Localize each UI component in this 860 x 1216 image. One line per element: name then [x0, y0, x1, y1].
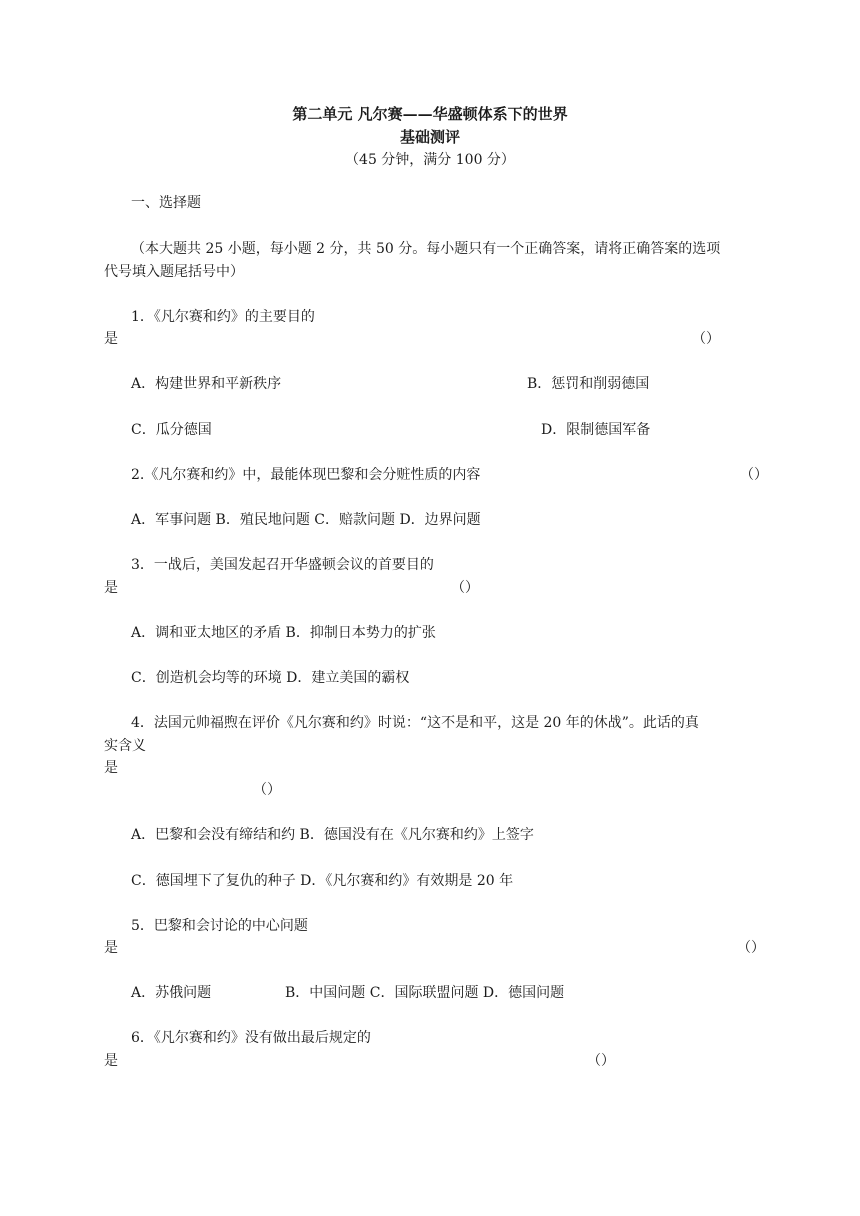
question-5-option-a: A．苏俄问题: [131, 985, 212, 1001]
question-6-stem: 6．《凡尔赛和约》没有做出最后规定的: [131, 1030, 371, 1046]
question-6-answer-bracket: （）: [587, 1053, 615, 1069]
question-3-options-1: A．调和亚太地区的矛盾 B．抑制日本势力的扩张: [131, 625, 436, 641]
document-title: 第二单元 凡尔赛——华盛顿体系下的世界: [292, 105, 568, 123]
question-3-options-2: C．创造机会均等的环境 D．建立美国的霸权: [131, 670, 410, 686]
document-subtitle: 基础测评: [399, 128, 460, 146]
question-5-answer-bracket: （）: [737, 940, 765, 956]
question-1-stem-end: 是: [104, 331, 118, 347]
instructions-line-1: （本大题共 25 小题，每小题 2 分，共 50 分。每小题只有一个正确答案，请将正确答案的选项: [131, 241, 721, 257]
question-5-stem-end: 是: [104, 940, 118, 956]
question-5-stem: 5．巴黎和会讨论的中心问题: [131, 918, 308, 934]
question-3-stem-end: 是: [104, 580, 118, 596]
time-note: （45 分钟，满分 100 分）: [345, 152, 515, 168]
question-1-answer-bracket: （）: [692, 331, 720, 347]
question-1-stem: 1．《凡尔赛和约》的主要目的: [131, 309, 315, 325]
question-2-options: A．军事问题 B．殖民地问题 C．赔款问题 D．边界问题: [131, 512, 481, 528]
section-heading: 一、选择题: [131, 195, 201, 211]
question-6-stem-end: 是: [104, 1053, 118, 1069]
question-3-stem: 3．一战后，美国发起召开华盛顿会议的首要目的: [131, 557, 434, 573]
question-4-stem-line-1: 4．法国元帅福煦在评价《凡尔赛和约》时说：“这不是和平，这是 20 年的休战”。此话的真: [131, 715, 699, 731]
question-4-stem-end: 是: [104, 760, 118, 776]
question-1-option-c: C．瓜分德国: [131, 422, 212, 438]
question-1-option-b: B．惩罚和削弱德国: [527, 376, 650, 392]
question-5-options-bcd: B．中国问题 C．国际联盟问题 D．德国问题: [285, 985, 565, 1001]
question-1-option-d: D．限制德国军备: [541, 422, 651, 438]
question-2-stem: 2.《凡尔赛和约》中，最能体现巴黎和会分赃性质的内容: [131, 467, 481, 483]
question-2-answer-bracket: （）: [740, 467, 768, 483]
question-3-answer-bracket: （）: [451, 580, 479, 596]
question-4-answer-bracket: （）: [253, 782, 281, 798]
question-4-options-1: A．巴黎和会没有缔结和约 B．德国没有在《凡尔赛和约》上签字: [131, 827, 534, 843]
question-4-options-2: C．德国埋下了复仇的种子 D．《凡尔赛和约》有效期是 20 年: [131, 873, 514, 889]
instructions-line-2: 代号填入题尾括号中）: [104, 264, 244, 280]
question-4-stem-line-2: 实含义: [104, 738, 146, 754]
question-1-option-a: A．构建世界和平新秩序: [131, 376, 282, 392]
